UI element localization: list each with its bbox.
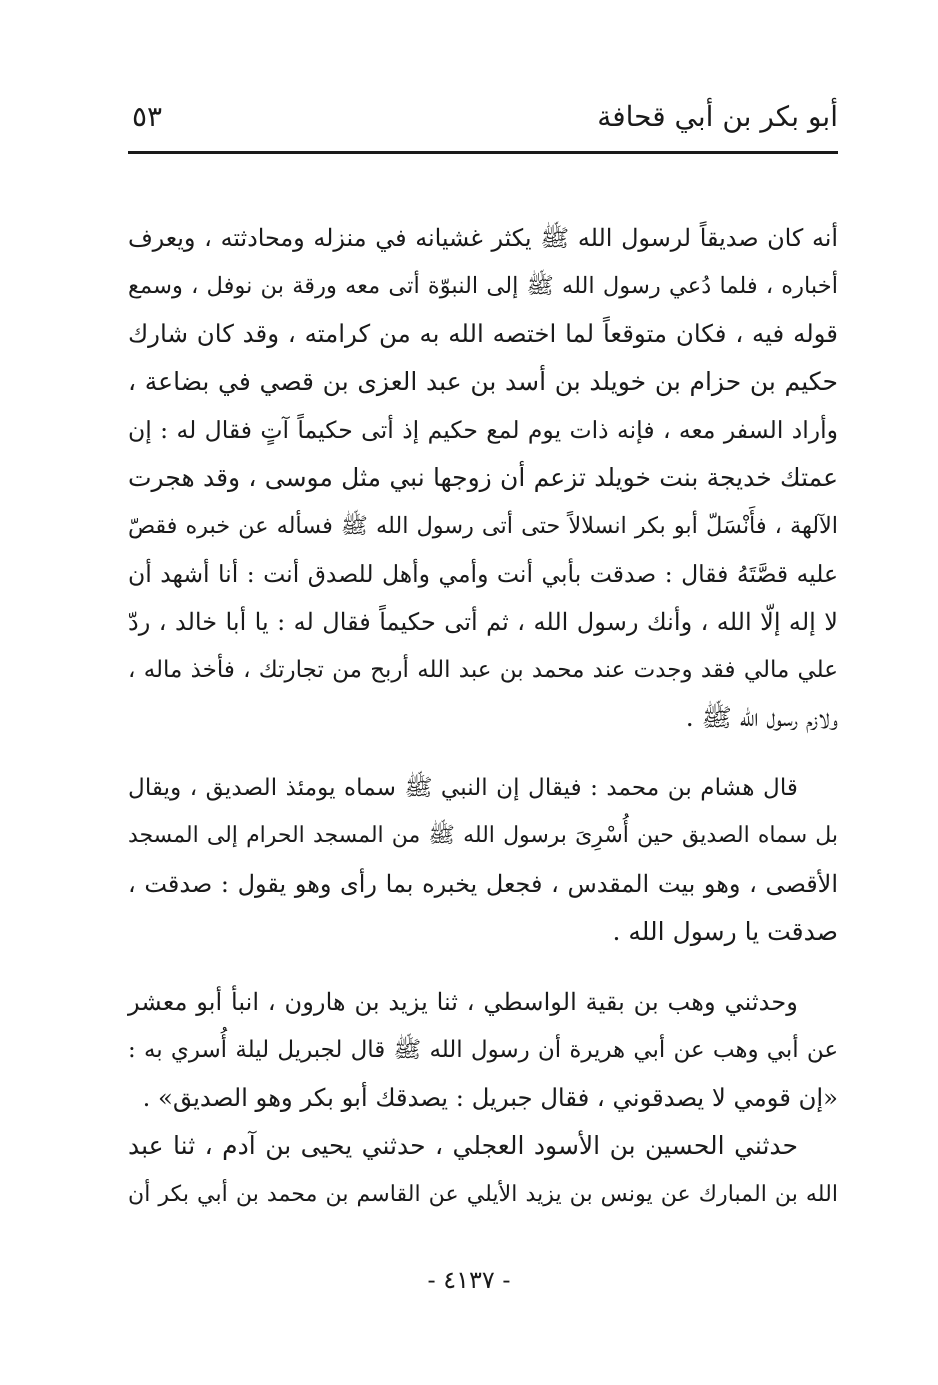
text-line: قال هشام بن محمد : فيقال إن النبي ﷺ سماه يومئذ الصديق ، ويقال	[128, 774, 798, 801]
text-line: عليه قصَّتَهُ فقال : صدقت بأبي أنت وأمي وأهل للصدق أنت : أنا أشهد أن	[128, 560, 838, 588]
running-header	[128, 96, 838, 154]
paragraph-3	[128, 978, 838, 1122]
page-number: ٥٣	[132, 100, 163, 133]
paragraph-4	[128, 1122, 838, 1218]
text-line: قوله فيه ، فكان متوقعاً لما اختصه الله به من كرامته ، وقد كان شارك	[128, 319, 838, 348]
text-line: وأراد السفر معه ، فإنه ذات يوم لمع حكيم إذ أتى حكيماً آتٍ فقال له : إن	[128, 416, 838, 444]
text-line: حدثني الحسين بن الأسود العجلي ، حدثني يحيى بن آدم ، ثنا عبد	[128, 1131, 798, 1160]
text-line: الله بن المبارك عن يونس بن يزيد الأيلي عن القاسم بن محمد بن أبي بكر أن	[128, 1181, 838, 1207]
text-line: أنه كان صديقاً لرسول الله ﷺ يكثر غشيانه في منزله ومحادثته ، ويعرف	[128, 224, 838, 252]
body-text	[128, 214, 838, 1218]
text-line: ولازم رسول الله ﷺ .	[685, 703, 838, 732]
text-line: أخباره ، فلما دُعي رسول الله ﷺ إلى النبوّة أتى معه ورقة بن نوفل ، وسمع	[128, 273, 838, 299]
text-line: «إن قومي لا يصدقوني ، فقال جبريل : يصدقك أبو بكر وهو الصديق» .	[142, 1083, 838, 1112]
text-line: الآلهة ، فأَنْسَلّ أبو بكر انسلالاً حتى أتى رسول الله ﷺ فسأله عن خبره فقصّ	[128, 513, 838, 539]
running-header-title: أبو بكر بن أبي قحافة	[597, 100, 838, 133]
header-divider	[128, 151, 838, 154]
text-line: لا إله إلّا الله ، وأنك رسول الله ، ثم أتى حكيماً فقال له : يا أبا خالد ، ردّ	[128, 608, 838, 636]
text-line: وحدثني وهب بن بقية الواسطي ، ثنا يزيد بن هارون ، انبأ أبو معشر	[128, 988, 798, 1016]
text-line: علي مالي فقد وجدت عند محمد بن عبد الله أربح من تجارتك ، فأخذ ماله ،	[128, 657, 838, 683]
text-line: بل سماه الصديق حين أُسْرِىَ برسول الله ﷺ من المسجد الحرام إلى المسجد	[128, 823, 838, 848]
volume-page-number: - ٤١٣٧ -	[427, 1266, 511, 1294]
text-line: حكيم بن حزام بن خويلد بن أسد بن عبد العزى بن قصي في بضاعة ،	[128, 367, 838, 396]
text-line: الأقصى ، وهو بيت المقدس ، فجعل يخبره بما رأى وهو يقول : صدقت ،	[128, 870, 838, 898]
text-line: عن أبي وهب عن أبي هريرة أن رسول الله ﷺ قال لجبريل ليلة أُسري به :	[128, 1037, 838, 1063]
text-line: عمتك خديجة بنت خويلد تزعم أن زوجها نبي مثل موسى ، وقد هجرت	[128, 463, 838, 492]
paragraph-1	[128, 214, 838, 742]
paragraph-2	[128, 764, 838, 956]
text-line: صدقت يا رسول الله .	[612, 917, 838, 946]
